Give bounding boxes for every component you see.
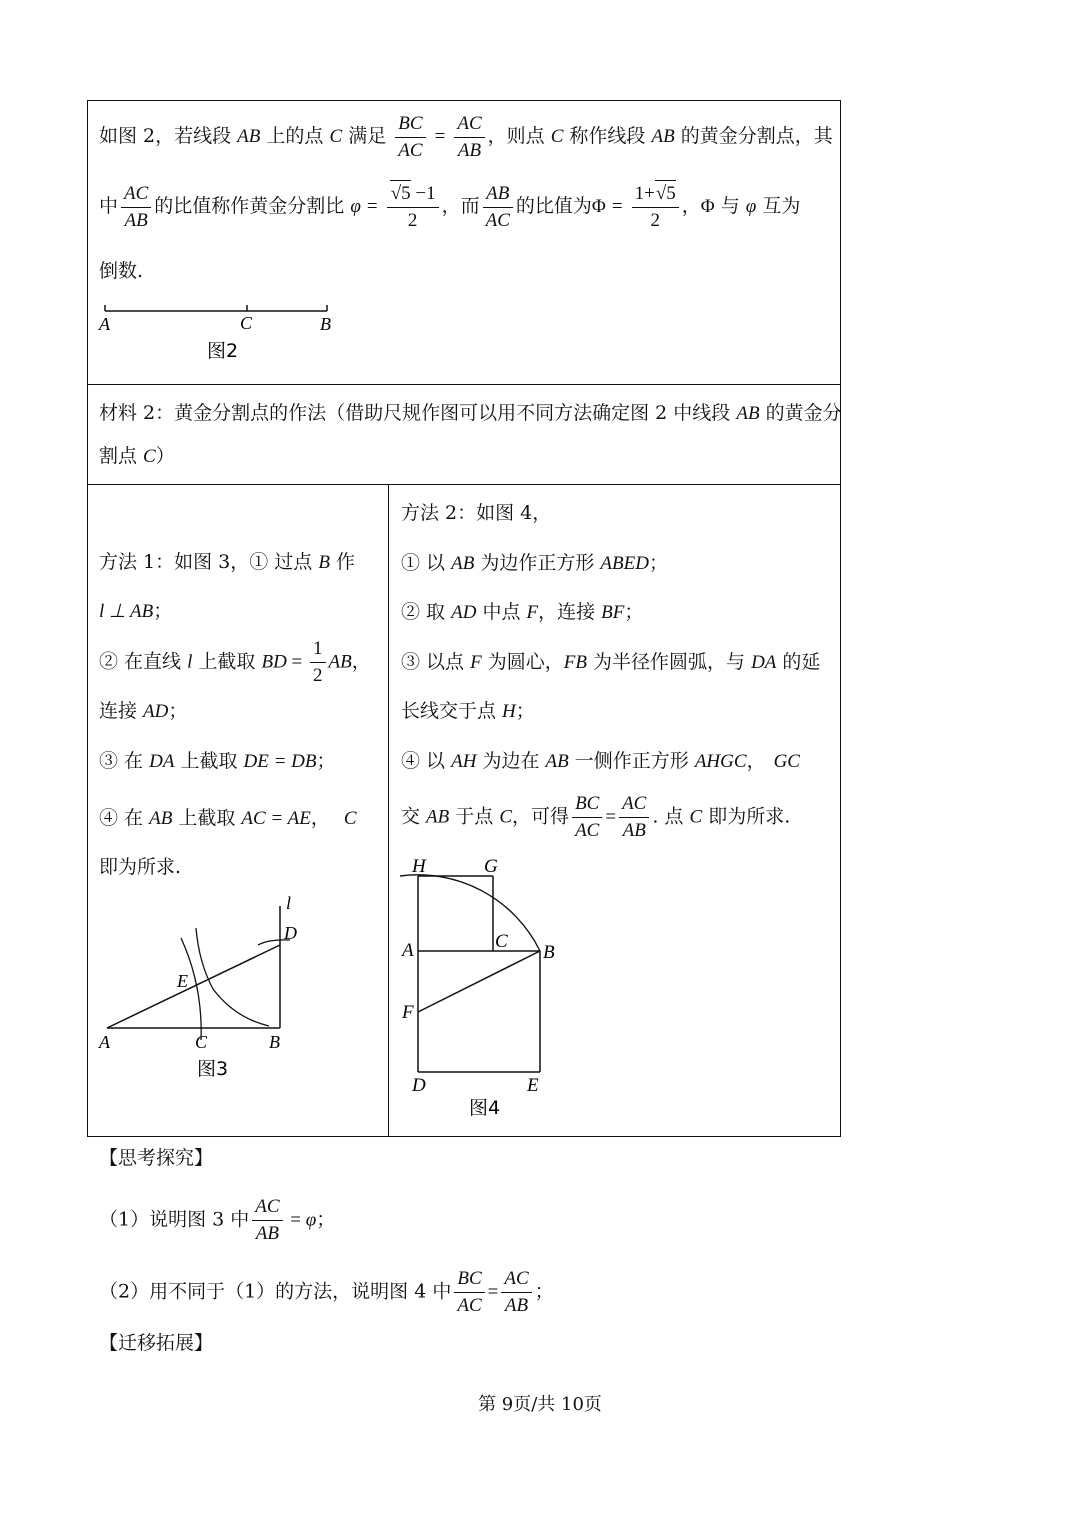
section1-line1: 如图 2，若线段 AB 上的点 C 满足 $\frac{BC}{AC}$ = $\frac{AC}{AB}$ ，则点 C 称作线段 AB 的黄金分割点，其 <box>99 110 833 164</box>
fig4-label-h: H <box>412 856 426 877</box>
question-2: （2）用不同于（1）的方法，说明图 4 中 $\frac{BC}{AC}$ = $\frac{AC}{AB}$ ； <box>99 1266 554 1319</box>
fig3-label-e: E <box>177 971 188 991</box>
fig3-segment-ad <box>107 945 280 1028</box>
fraction-bc-ac: $\frac{BC}{AC}$ <box>395 111 425 164</box>
fig3-arc-de <box>196 928 269 1026</box>
think-heading: 【思考探究】 <box>99 1147 214 1169</box>
method2-line5: 长线交于点 H； <box>401 700 535 722</box>
fraction-golden-ratio-phi: $\frac{√5 -1}{2}$ <box>387 180 439 234</box>
section1-line3: 倒数. <box>99 260 144 282</box>
fig3-label-a: A <box>99 1032 110 1052</box>
method1-line3: ② 在直线 l 上截取 BD = $\frac{1}{2}$ AB， <box>99 636 371 689</box>
fig2-caption: 图2 <box>207 340 239 362</box>
section2-line1: 材料 2：黄金分割点的作法（借助尺规作图可以用不同方法确定图 2 中线段 AB 的黄金分 <box>99 402 842 424</box>
fig4-label-d: D <box>412 1075 426 1096</box>
table-divider-1 <box>87 384 840 385</box>
fraction-one-half: $\frac{1}{2}$ <box>310 636 326 689</box>
fig3-caption: 图3 <box>197 1058 229 1080</box>
extend-heading: 【迁移拓展】 <box>99 1332 214 1354</box>
method1-line7: 即为所求. <box>99 856 182 878</box>
fig3-label-c: C <box>195 1032 208 1052</box>
fraction-q2-bc-ac: $\frac{BC}{AC}$ <box>454 1266 484 1319</box>
fig4-label-a: A <box>402 940 414 961</box>
method2-line4: ③ 以点 F 为圆心，FB 为半径作圆弧，与 DA 的延 <box>401 651 821 673</box>
section2-line2: 割点 C） <box>99 445 175 467</box>
fig2-label-c: C <box>240 313 253 333</box>
table-column-divider <box>388 485 389 1136</box>
fig4-segment-fb <box>418 951 540 1012</box>
method2-line1: 方法 2：如图 4， <box>401 502 552 524</box>
fig3-label-b: B <box>269 1032 280 1052</box>
fraction-ac-ab-2: $\frac{AC}{AB}$ <box>121 181 151 234</box>
figure-3 <box>95 888 335 1088</box>
table-divider-2 <box>87 484 840 485</box>
fig4-label-g: G <box>484 856 498 877</box>
fig4-label-e: E <box>527 1075 539 1096</box>
method2-line2: ① 以 AB 为边作正方形 ABED； <box>401 552 668 574</box>
section1-line2: 中 $\frac{AC}{AB}$ 的比值称作黄金分割比 φ = $\frac{√5 -1}{2}$ ，而 $\frac{AB}{AC}$ 的比值为Φ = $\frac{1+√5}{2}$ ，Φ 与 φ 互为 <box>99 180 800 234</box>
fraction-bc-ac-fig4: $\frac{BC}{AC}$ <box>572 791 602 844</box>
fig2-label-a: A <box>99 314 110 334</box>
fig4-label-b: B <box>543 942 555 963</box>
fraction-golden-ratio-Phi: $\frac{1+√5}{2}$ <box>632 180 679 234</box>
fig4-label-f: F <box>402 1002 414 1023</box>
fig3-label-d: D <box>284 923 297 943</box>
fig4-caption: 图4 <box>469 1097 501 1119</box>
figure-4 <box>395 850 575 1122</box>
method2-line3: ② 取 AD 中点 F，连接 BF； <box>401 601 644 623</box>
fig2-label-b: B <box>320 314 331 334</box>
fraction-ac-ab: $\frac{AC}{AB}$ <box>454 111 484 164</box>
fraction-ab-ac: $\frac{AB}{AC}$ <box>483 181 513 234</box>
method1-line1: 方法 1：如图 3，① 过点 B 作 <box>99 551 355 573</box>
fraction-ac-ab-fig4: $\frac{AC}{AB}$ <box>619 791 649 844</box>
method1-line2: l ⊥ AB； <box>99 601 173 622</box>
question-1: （1）说明图 3 中 $\frac{AC}{AB}$ = φ； <box>99 1194 335 1247</box>
method2-line6: ④ 以 AH 为边在 AB 一侧作正方形 AHGC， GC <box>401 750 800 772</box>
fig4-label-c: C <box>495 931 508 952</box>
figure-2 <box>95 298 355 368</box>
fig4-arc-bh <box>400 875 540 951</box>
method2-line7: 交 AB 于点 C，可得 $\frac{BC}{AC}$ = $\frac{AC}{AB}$ . 点 C 即为所求. <box>401 791 790 844</box>
method1-line5: ③ 在 DA 上截取 DE = DB； <box>99 750 336 772</box>
fraction-q2-ac-ab: $\frac{AC}{AB}$ <box>501 1266 531 1319</box>
method1-line6: ④ 在 AB 上截取 AC = AE， C <box>99 807 357 829</box>
page-number: 第 9页/共 10页 <box>478 1394 602 1415</box>
fraction-q1: $\frac{AC}{AB}$ <box>252 1194 282 1247</box>
method1-line4: 连接 AD； <box>99 700 188 722</box>
fig3-label-l: l <box>286 893 292 913</box>
